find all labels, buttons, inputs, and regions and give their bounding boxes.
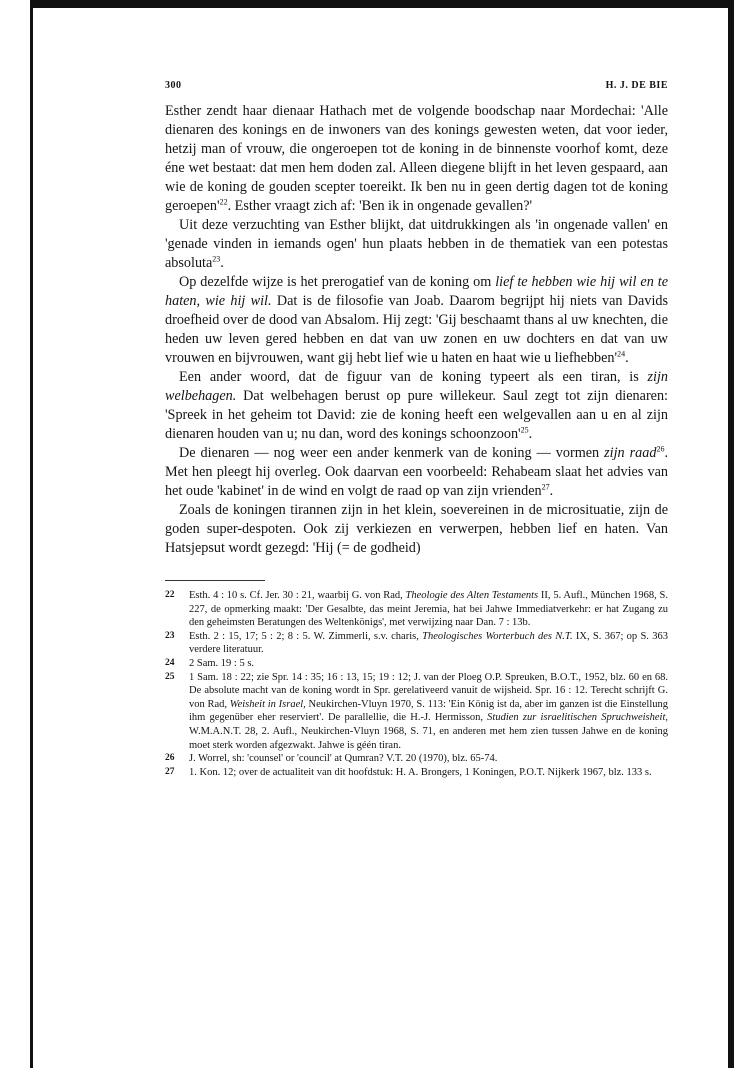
footnote-number: 25 (165, 671, 175, 682)
paragraph-2: Uit deze verzuchting van Esther blijkt, dat uitdrukkingen als 'in ongenade vallen' en 'genade vinden in iemands ogen' hun plaats hebben in de thematiek van een potestas absoluta$^{23}$. (165, 217, 668, 271)
footnote-22 (165, 589, 668, 630)
footnotes (165, 589, 668, 779)
paragraph-3: Op dezelfde wijze is het prerogatief van de koning om lief te hebben wie hij wil en te haten, wie hij wil. Dat is de filosofie van Joab. Daarom begrijpt hij niets van Davids droefheid over de dood van Absalom. Hij zegt: 'Gij beschaamt thans al uw knechten, die heden uw leven gered hebben en dat van uw zonen en uw dochters en dat van uw vrouwen en bijvrouwen, want gij hebt lief wie u haten en haat wie u $liefhebben'^{24}$. (165, 274, 668, 366)
footnote-text: Esth. 2 : 15, 17; 5 : 2; 8 : 5. W. Zimmerli, s.v. charis, Theologisches Worterbuch des N.T. IX, S. 367; op S. 363 verdere literatuur. (189, 630, 668, 656)
footnote-23 (165, 630, 668, 657)
scan-border-right (728, 0, 734, 1068)
page-number: 300 (165, 80, 182, 91)
page (165, 80, 668, 779)
paragraph-1: Esther zendt haar dienaar Hathach met de volgende boodschap naar Mordechai: 'Alle dienaren des konings en de inwoners van des konings gewesten weten, dat voor ieder, hetzij man of vrouw, die ongeroepen tot de koning in de binnenste voorhof komt, deze éne wet bestaat: dat men hem doden zal. Alleen diegene blijft in het leven gespaard, aan wie de koning de gouden scepter toereikt. Ik ben nu in geen dertig dagen tot de koning $geroepen'^{22}$. Esther vraagt zich af: 'Ben ik in ongenade gevallen?' (165, 103, 668, 214)
body-text (165, 102, 668, 558)
paragraph-6: Zoals de koningen tirannen zijn in het klein, soevereinen in de microsituatie, zijn de goden super-despoten. Ook zij verkiezen en verwerpen, hebben lief en haten. Van Hatsjepsut wordt gezegd: 'Hij (= de godheid) (165, 502, 668, 556)
footnote-text: Esth. 4 : 10 s. Cf. Jer. 30 : 21, waarbij G. von Rad, Theologie des Alten Testaments II, 5. Aufl., München 1968, S. 227, de opmerking maakt: 'Der Gesalbte, das meint Jeremia, hat bei Jahwe Immediatverkehr: er hat Zugang zu den geheimsten Beratungen des Weltenkönigs', met verwijzing naar Dan. 7 : 13b. (189, 590, 668, 629)
scan-border-top (30, 0, 734, 8)
footnote-rule (165, 580, 265, 581)
footnote-number: 22 (165, 590, 175, 600)
footnote-24 (165, 657, 668, 671)
running-header (165, 80, 668, 102)
footnote-number: 24 (165, 657, 175, 668)
footnote-text: 1. Kon. 12; over de actualiteit van dit hoofdstuk: H. A. Brongers, 1 Koningen, P.O.T. Nijkerk 1967, blz. 133 s. (189, 766, 652, 778)
footnote-number: 23 (165, 630, 175, 641)
footnote-25 (165, 671, 668, 753)
footnote-text: J. Worrel, sh: 'counsel' or 'council' at Qumran? V.T. 20 (1970), blz. 65-74. (189, 753, 498, 765)
footnote-text: 1 Sam. 18 : 22; zie Spr. 14 : 35; 16 : 13, 15; 19 : 12; J. van der Ploeg O.P. Spreuken, B.O.T., 1952, blz. 60 en 68. De absolute macht van de koning wordt in Spr. gerelativeerd vanuit de wijsheid. Spr. 16 : 12. Terecht schrijft G. von Rad, Weisheit in Israel, Neukirchen-Vluyn 1970, S. 113: 'Ein König ist da, aber im ganzen ist die Einstellung ihm gegenüber eher reserviert'. De parallellie, die H.-J. Hermisson, Studien zur israelitischen Spruchweisheit, W.M.A.N.T. 28, 2. Aufl., Neukirchen-Vluyn 1968, S. 71, en anderen met hem zien tussen Jahwe en de koning moet sterk worden afgezwakt. Jahwe is géén tiran. (189, 671, 669, 751)
paragraph-4: Een ander woord, dat de figuur van de koning typeert als een tiran, is zijn welbehagen. Dat welbehagen berust op pure willekeur. Saul zegt tot zijn dienaren: 'Spreek in het geheim tot David: zie de koning heeft een welgevallen aan u en al zijn dienaren houden van u; nu dan, word des konings $schoonzoon'^{25}$. (165, 369, 668, 442)
scan-border-left (30, 0, 33, 1068)
footnote-27 (165, 766, 668, 780)
footnote-text: 2 Sam. 19 : 5 s. (189, 657, 255, 669)
running-head-author: H. J. DE BIE (605, 80, 668, 91)
footnote-26 (165, 752, 668, 766)
paragraph-5: De dienaren — nog weer een ander kenmerk van de koning — vormen zijn raad$^{26}$. Met hen pleegt hij overleg. Ook daarvan een voorbeeld: Rehabeam slaat het advies van het oude 'kabinet' in de wind en volgt de raad op van zijn vrienden$^{27}$. (165, 444, 668, 499)
footnote-number: 27 (165, 766, 175, 777)
footnote-number: 26 (165, 753, 175, 764)
